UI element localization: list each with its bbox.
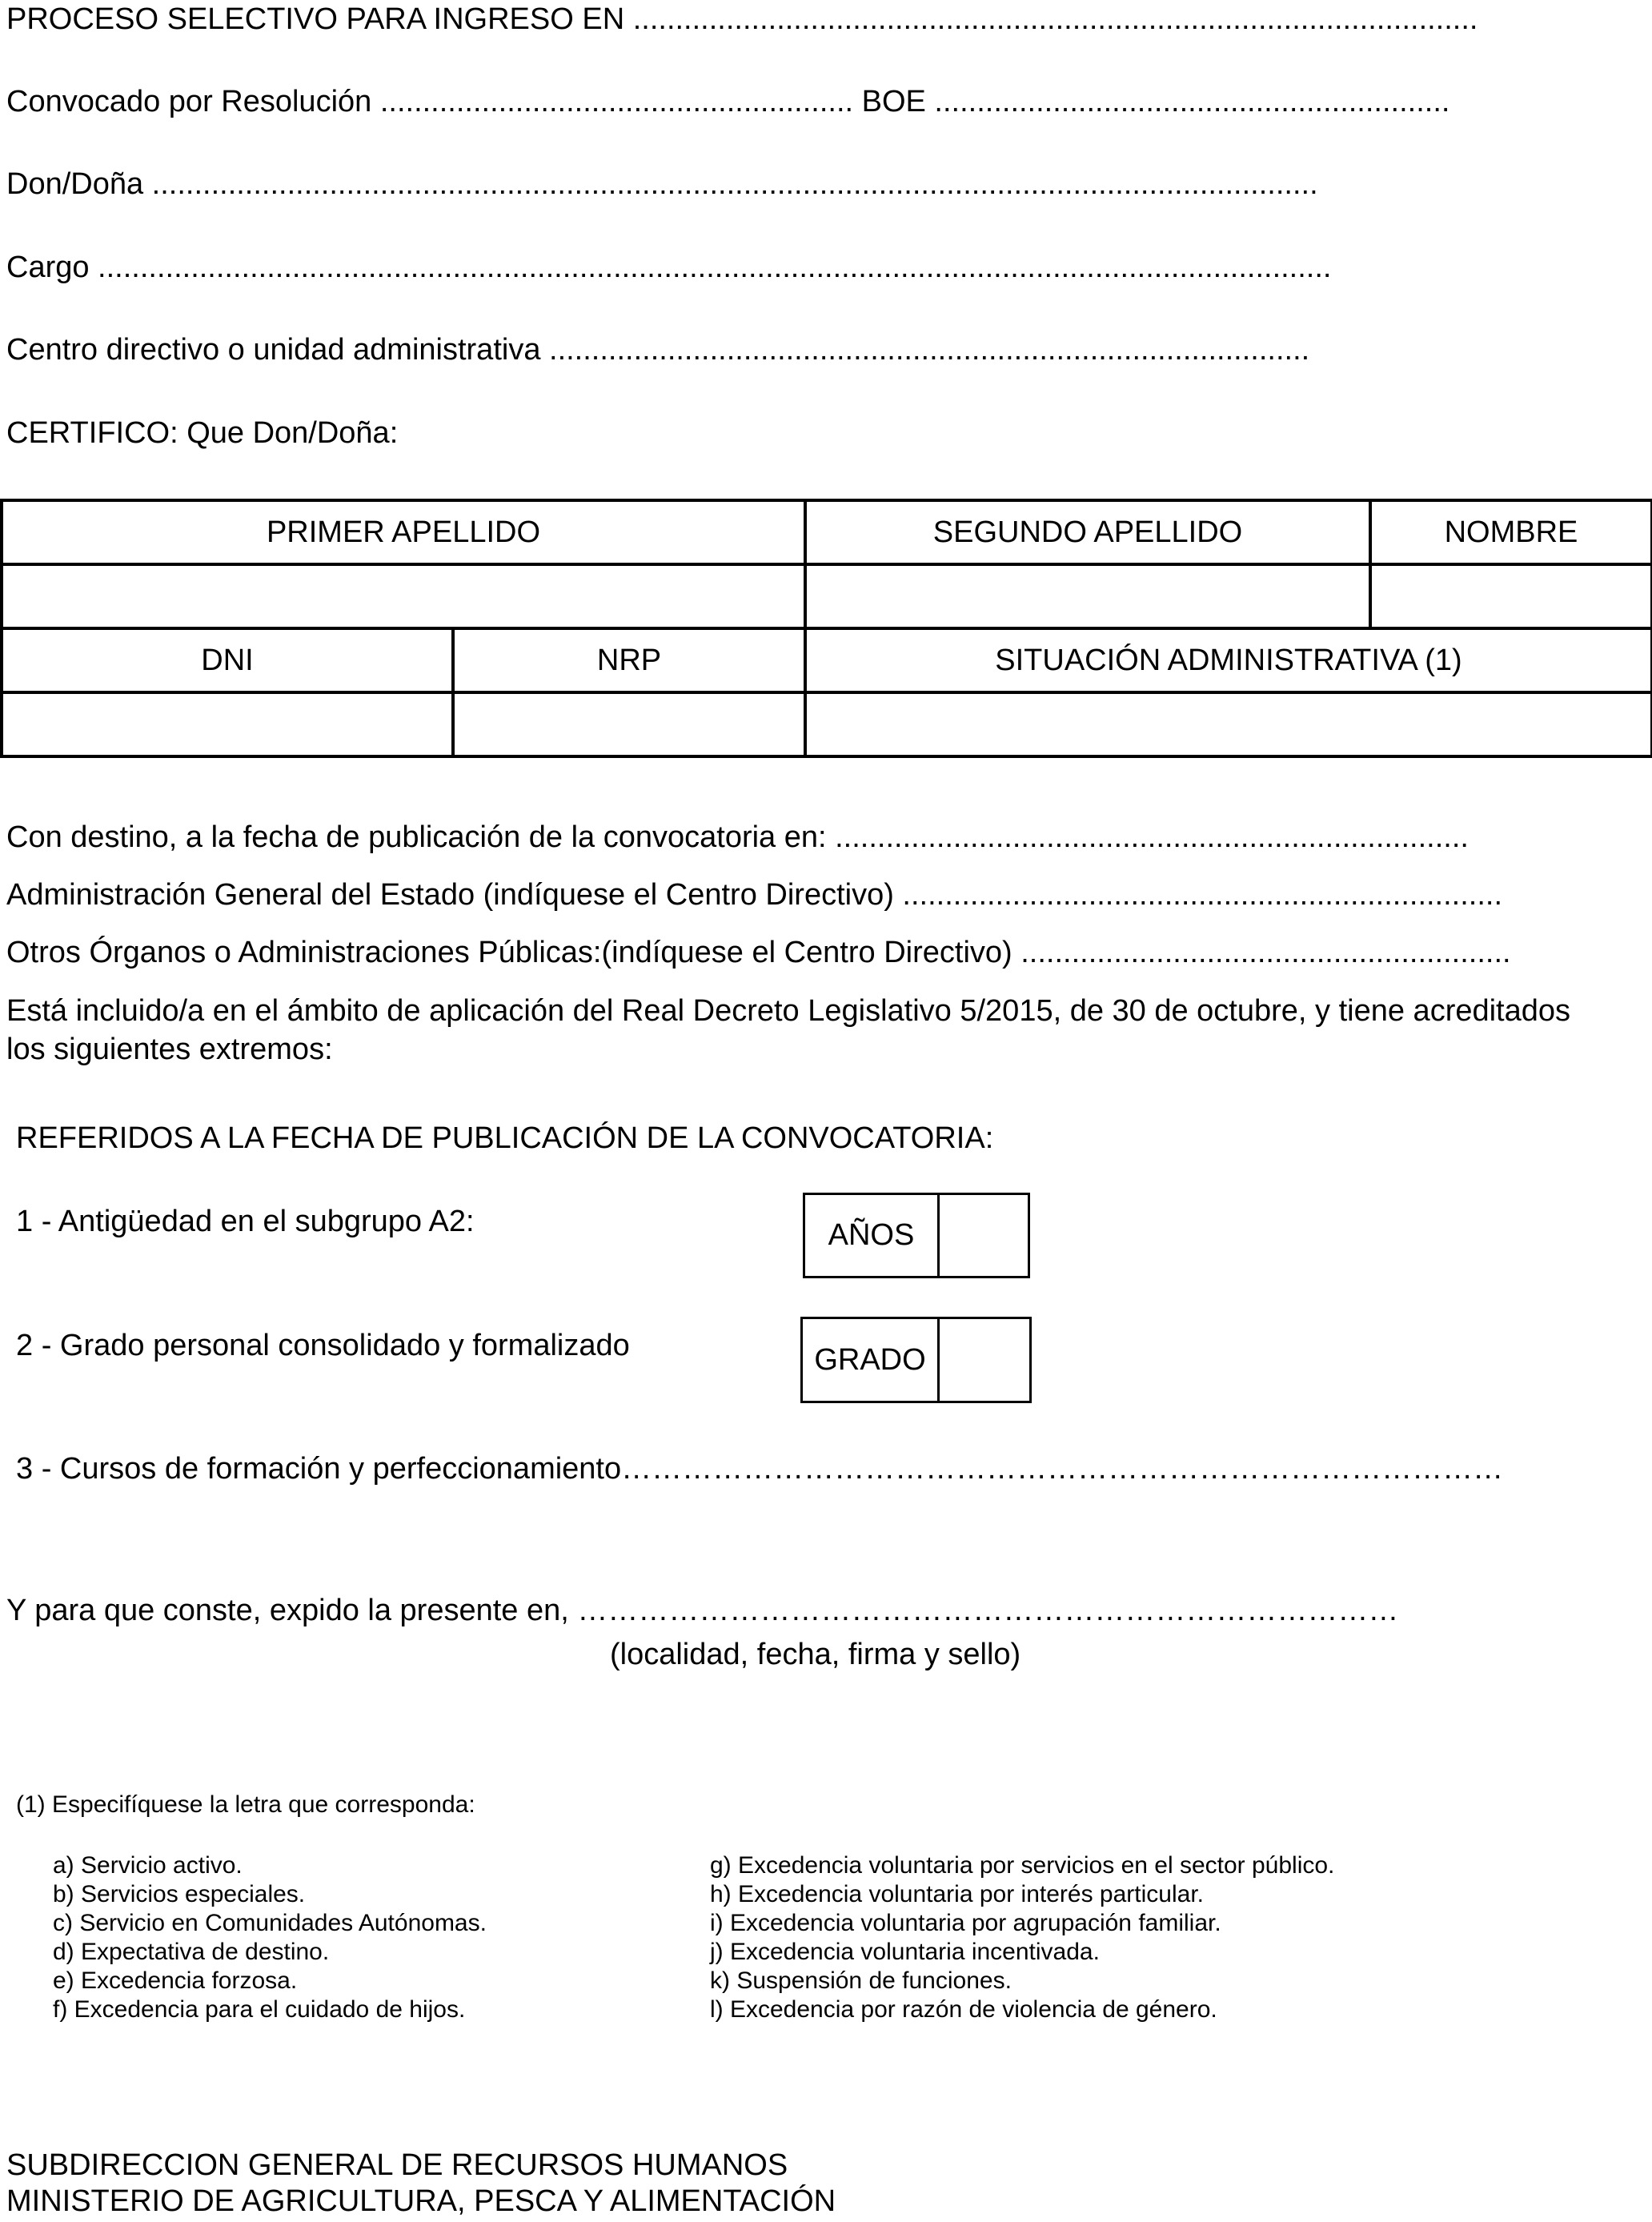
footnote-item: e) Excedencia forzosa. [53,1967,298,1994]
header-segundo-apellido: SEGUNDO APELLIDO [805,500,1370,564]
header-nrp: NRP [453,628,805,692]
footnote-item: k) Suspensión de funciones. [710,1967,1012,1994]
incluido-line-2: los siguientes extremos: [6,1033,333,1066]
age-line: Administración General del Estado (indíquese el Centro Directivo) ....................................................................... [6,878,1503,912]
anos-label: AÑOS [805,1195,940,1276]
grado-field[interactable] [940,1319,1029,1401]
incluido-line-1: Está incluido/a en el ámbito de aplicación del Real Decreto Legislativo 5/2015, de 30 de octubre, y tiene acreditados [6,994,1571,1028]
footnote-item: i) Excedencia voluntaria por agrupación familiar. [710,1910,1221,1936]
situacion-field[interactable] [805,692,1652,756]
conste-line: Y para que conste, expido la presente en, ……………………………………………………………………… [6,1594,1399,1627]
anos-box [803,1193,1030,1278]
identity-table [0,499,1652,758]
footnote-item: j) Excedencia voluntaria incentivada. [710,1939,1100,1965]
antiguedad-label: 1 - Antigüedad en el subgrupo A2: [16,1205,475,1238]
anos-field[interactable] [940,1195,1028,1276]
convocado-line: Convocado por Resolución ........................................................ BOE ............................................................. [6,85,1450,118]
footer-subdireccion: SUBDIRECCION GENERAL DE RECURSOS HUMANOS [6,2148,788,2182]
grado-label: GRADO [803,1319,940,1401]
footnote-item: h) Excedencia voluntaria por interés particular. [710,1881,1204,1907]
cargo-line: Cargo .................................................................................................................................................. [6,251,1332,284]
localidad-caption: (localidad, fecha, firma y sello) [610,1638,1021,1671]
footnote-item: b) Servicios especiales. [53,1881,306,1907]
nombre-field[interactable] [1370,564,1652,628]
footnote-item: d) Expectativa de destino. [53,1939,330,1965]
header-primer-apellido: PRIMER APELLIDO [2,500,805,564]
footnote-left-list [53,1851,487,2024]
header-nombre: NOMBRE [1370,500,1652,564]
certifico-line: CERTIFICO: Que Don/Doña: [6,416,399,450]
grado-label-text: 2 - Grado personal consolidado y formalizado [16,1329,630,1362]
footnote-item: a) Servicio activo. [53,1852,243,1879]
footnote-title: (1) Especifíquese la letra que corresponda: [16,1791,475,1818]
footnote-right-list [710,1851,1334,2024]
segundo-apellido-field[interactable] [805,564,1370,628]
destino-line: Con destino, a la fecha de publicación de la convocatoria en: ........................................................................... [6,820,1469,854]
nrp-field[interactable] [453,692,805,756]
centro-line: Centro directivo o unidad administrativa .......................................................................................... [6,333,1310,367]
footnote-item: f) Excedencia para el cuidado de hijos. [53,1996,466,2023]
primer-apellido-field[interactable] [2,564,805,628]
don-line: Don/Doña .......................................................................................................................................... [6,167,1318,201]
dni-field[interactable] [2,692,453,756]
footnote-item: g) Excedencia voluntaria por servicios en el sector público. [710,1852,1335,1879]
referidos-heading: REFERIDOS A LA FECHA DE PUBLICACIÓN DE LA CONVOCATORIA: [16,1121,994,1155]
footer-ministerio: MINISTERIO DE AGRICULTURA, PESCA Y ALIMENTACIÓN [6,2184,836,2218]
footnote-item: c) Servicio en Comunidades Autónomas. [53,1910,487,1936]
header-dni: DNI [2,628,453,692]
proceso-line: PROCESO SELECTIVO PARA INGRESO EN .................................................................................................... [6,2,1478,36]
footnote-item: l) Excedencia por razón de violencia de género. [710,1996,1217,2023]
cursos-line: 3 - Cursos de formación y perfeccionamiento…………………………………………………………………………… [16,1452,1504,1486]
header-situacion: SITUACIÓN ADMINISTRATIVA (1) [805,628,1652,692]
otros-line: Otros Órganos o Administraciones Públicas:(indíquese el Centro Directivo) .......................................................... [6,936,1511,969]
grado-box [800,1317,1032,1403]
